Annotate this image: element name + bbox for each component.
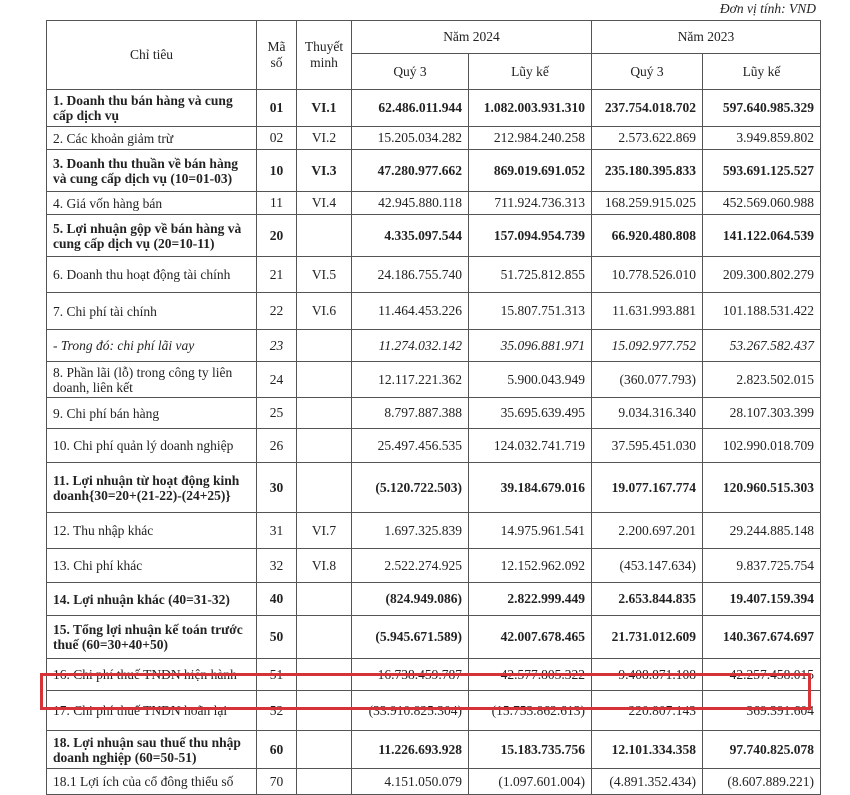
row-ytd-2023: 141.122.064.539 xyxy=(703,215,821,257)
row-q3-2024: 2.522.274.925 xyxy=(352,549,469,583)
row-label: 7. Chi phí tài chính xyxy=(47,293,257,330)
row-ytd-2023: 9.837.725.754 xyxy=(703,549,821,583)
row-note: VI.6 xyxy=(297,293,352,330)
row-label: 3. Doanh thu thuần về bán hàng và cung cấp dịch vụ (10=01-03) xyxy=(47,150,257,192)
row-q3-2024: 11.464.453.226 xyxy=(352,293,469,330)
table-row xyxy=(47,330,821,362)
header-indicator: Chỉ tiêu xyxy=(47,21,257,90)
row-label: 17. Chi phí thuế TNDN hoãn lại xyxy=(47,691,257,731)
row-q3-2024: 11.226.693.928 xyxy=(352,731,469,769)
row-note xyxy=(297,769,352,795)
row-ytd-2023: 452.569.060.988 xyxy=(703,192,821,215)
income-statement-table xyxy=(46,20,821,795)
row-code: 50 xyxy=(257,616,297,659)
row-ytd-2024: 42.577.805.322 xyxy=(469,659,592,691)
row-ytd-2023: 101.188.531.422 xyxy=(703,293,821,330)
row-ytd-2023: 29.244.885.148 xyxy=(703,513,821,549)
row-ytd-2023: 42.257.458.015 xyxy=(703,659,821,691)
row-ytd-2023: 140.367.674.697 xyxy=(703,616,821,659)
row-code: 70 xyxy=(257,769,297,795)
row-ytd-2023: 102.990.018.709 xyxy=(703,429,821,463)
row-label: 18.1 Lợi ích của cổ đông thiểu số xyxy=(47,769,257,795)
row-q3-2024: (824.949.086) xyxy=(352,583,469,616)
row-note xyxy=(297,616,352,659)
row-q3-2024: (5.945.671.589) xyxy=(352,616,469,659)
row-code: 40 xyxy=(257,583,297,616)
row-ytd-2024: 14.975.961.541 xyxy=(469,513,592,549)
row-q3-2023: 19.077.167.774 xyxy=(592,463,703,513)
row-ytd-2024: 2.822.999.449 xyxy=(469,583,592,616)
row-q3-2024: 24.186.755.740 xyxy=(352,257,469,293)
row-ytd-2024: 35.096.881.971 xyxy=(469,330,592,362)
row-code: 24 xyxy=(257,362,297,398)
row-code: 52 xyxy=(257,691,297,731)
row-q3-2023: 220.807.143 xyxy=(592,691,703,731)
row-ytd-2024: 15.807.751.313 xyxy=(469,293,592,330)
table-row xyxy=(47,513,821,549)
row-code: 30 xyxy=(257,463,297,513)
row-label: 1. Doanh thu bán hàng và cung cấp dịch vụ xyxy=(47,90,257,127)
row-ytd-2023: 120.960.515.303 xyxy=(703,463,821,513)
row-ytd-2024: 1.082.003.931.310 xyxy=(469,90,592,127)
row-ytd-2023: 209.300.802.279 xyxy=(703,257,821,293)
row-q3-2023: 21.731.012.609 xyxy=(592,616,703,659)
row-label: 10. Chi phí quản lý doanh nghiệp xyxy=(47,429,257,463)
header-code: Mã số xyxy=(257,21,297,90)
row-q3-2023: (360.077.793) xyxy=(592,362,703,398)
row-ytd-2023: 19.407.159.394 xyxy=(703,583,821,616)
header-q3-2024: Quý 3 xyxy=(352,54,469,90)
row-label: 6. Doanh thu hoạt động tài chính xyxy=(47,257,257,293)
row-note xyxy=(297,691,352,731)
row-note: VI.3 xyxy=(297,150,352,192)
row-q3-2024: 8.797.887.388 xyxy=(352,398,469,429)
row-code: 22 xyxy=(257,293,297,330)
row-ytd-2024: 124.032.741.719 xyxy=(469,429,592,463)
row-ytd-2023: 2.823.502.015 xyxy=(703,362,821,398)
row-q3-2024: 15.205.034.282 xyxy=(352,127,469,150)
row-label: 14. Lợi nhuận khác (40=31-32) xyxy=(47,583,257,616)
row-label: 8. Phần lãi (lỗ) trong công ty liên doanh, liên kết xyxy=(47,362,257,398)
row-q3-2023: (453.147.634) xyxy=(592,549,703,583)
header-year-2023: Năm 2023 xyxy=(592,21,821,54)
table-row xyxy=(47,731,821,769)
table-row xyxy=(47,769,821,795)
row-q3-2023: 15.092.977.752 xyxy=(592,330,703,362)
row-code: 02 xyxy=(257,127,297,150)
table-row xyxy=(47,616,821,659)
row-ytd-2023: 53.267.582.437 xyxy=(703,330,821,362)
row-ytd-2023: 593.691.125.527 xyxy=(703,150,821,192)
row-note xyxy=(297,429,352,463)
row-q3-2023: 2.200.697.201 xyxy=(592,513,703,549)
row-label: 5. Lợi nhuận gộp về bán hàng và cung cấp dịch vụ (20=10-11) xyxy=(47,215,257,257)
row-q3-2023: 2.573.622.869 xyxy=(592,127,703,150)
row-q3-2023: 9.034.316.340 xyxy=(592,398,703,429)
row-note: VI.7 xyxy=(297,513,352,549)
row-q3-2023: 10.778.526.010 xyxy=(592,257,703,293)
row-q3-2024: (33.910.825.304) xyxy=(352,691,469,731)
row-ytd-2024: 212.984.240.258 xyxy=(469,127,592,150)
row-ytd-2023: 97.740.825.078 xyxy=(703,731,821,769)
row-code: 10 xyxy=(257,150,297,192)
row-ytd-2024: (1.097.601.004) xyxy=(469,769,592,795)
row-q3-2023: 12.101.334.358 xyxy=(592,731,703,769)
table-row xyxy=(47,549,821,583)
table-row xyxy=(47,127,821,150)
table-row xyxy=(47,429,821,463)
table-row xyxy=(47,583,821,616)
table-row xyxy=(47,192,821,215)
row-ytd-2024: 42.007.678.465 xyxy=(469,616,592,659)
row-code: 31 xyxy=(257,513,297,549)
row-label: 16. Chi phí thuế TNDN hiện hành xyxy=(47,659,257,691)
row-ytd-2024: 157.094.954.739 xyxy=(469,215,592,257)
row-q3-2023: 168.259.915.025 xyxy=(592,192,703,215)
table-row xyxy=(47,463,821,513)
row-note xyxy=(297,463,352,513)
header-year-2024: Năm 2024 xyxy=(352,21,592,54)
row-code: 51 xyxy=(257,659,297,691)
row-q3-2024: 25.497.456.535 xyxy=(352,429,469,463)
row-ytd-2024: 15.183.735.756 xyxy=(469,731,592,769)
table-row xyxy=(47,362,821,398)
row-code: 20 xyxy=(257,215,297,257)
row-q3-2023: 2.653.844.835 xyxy=(592,583,703,616)
row-q3-2024: 1.697.325.839 xyxy=(352,513,469,549)
row-ytd-2024: 39.184.679.016 xyxy=(469,463,592,513)
row-note xyxy=(297,731,352,769)
row-code: 21 xyxy=(257,257,297,293)
row-ytd-2023: 3.949.859.802 xyxy=(703,127,821,150)
row-note: VI.5 xyxy=(297,257,352,293)
row-label: 11. Lợi nhuận từ hoạt động kinh doanh{30=20+(21-22)-(24+25)} xyxy=(47,463,257,513)
row-ytd-2024: 711.924.736.313 xyxy=(469,192,592,215)
table-row xyxy=(47,215,821,257)
row-q3-2023: 9.408.871.108 xyxy=(592,659,703,691)
row-q3-2023: 37.595.451.030 xyxy=(592,429,703,463)
row-q3-2023: 66.920.480.808 xyxy=(592,215,703,257)
row-ytd-2024: (15.753.862.613) xyxy=(469,691,592,731)
row-label: 2. Các khoản giảm trừ xyxy=(47,127,257,150)
table-row xyxy=(47,398,821,429)
row-q3-2024: 4.335.097.544 xyxy=(352,215,469,257)
row-label: 9. Chi phí bán hàng xyxy=(47,398,257,429)
row-q3-2024: (5.120.722.503) xyxy=(352,463,469,513)
row-q3-2023: (4.891.352.434) xyxy=(592,769,703,795)
row-ytd-2024: 12.152.962.092 xyxy=(469,549,592,583)
row-q3-2024: 42.945.880.118 xyxy=(352,192,469,215)
row-q3-2023: 237.754.018.702 xyxy=(592,90,703,127)
row-code: 11 xyxy=(257,192,297,215)
table-row xyxy=(47,257,821,293)
row-label: 4. Giá vốn hàng bán xyxy=(47,192,257,215)
row-note: VI.1 xyxy=(297,90,352,127)
header-ytd-2023: Lũy kế xyxy=(703,54,821,90)
row-q3-2024: 62.486.011.944 xyxy=(352,90,469,127)
unit-label: Đơn vị tính: VND xyxy=(719,1,816,16)
row-ytd-2024: 5.900.043.949 xyxy=(469,362,592,398)
table-row xyxy=(47,150,821,192)
row-ytd-2024: 869.019.691.052 xyxy=(469,150,592,192)
table-row xyxy=(47,90,821,127)
row-ytd-2024: 51.725.812.855 xyxy=(469,257,592,293)
row-note: VI.4 xyxy=(297,192,352,215)
row-note xyxy=(297,398,352,429)
row-note xyxy=(297,362,352,398)
row-note xyxy=(297,330,352,362)
row-ytd-2023: 28.107.303.399 xyxy=(703,398,821,429)
row-label: - Trong đó: chi phí lãi vay xyxy=(47,330,257,362)
row-q3-2024: 16.738.459.787 xyxy=(352,659,469,691)
header-note: Thuyết minh xyxy=(297,21,352,90)
row-code: 23 xyxy=(257,330,297,362)
row-note xyxy=(297,583,352,616)
row-code: 60 xyxy=(257,731,297,769)
row-q3-2024: 47.280.977.662 xyxy=(352,150,469,192)
row-ytd-2023: 597.640.985.329 xyxy=(703,90,821,127)
row-ytd-2023: 369.391.604 xyxy=(703,691,821,731)
header-ytd-2024: Lũy kế xyxy=(469,54,592,90)
row-label: 18. Lợi nhuận sau thuế thu nhập doanh nghiệp (60=50-51) xyxy=(47,731,257,769)
table-row xyxy=(47,293,821,330)
row-label: 15. Tổng lợi nhuận kế toán trước thuế (60=30+40+50) xyxy=(47,616,257,659)
row-label: 13. Chi phí khác xyxy=(47,549,257,583)
row-code: 32 xyxy=(257,549,297,583)
row-ytd-2024: 35.695.639.495 xyxy=(469,398,592,429)
row-q3-2024: 11.274.032.142 xyxy=(352,330,469,362)
row-code: 25 xyxy=(257,398,297,429)
row-note: VI.2 xyxy=(297,127,352,150)
row-ytd-2023: (8.607.889.221) xyxy=(703,769,821,795)
row-note xyxy=(297,659,352,691)
row-q3-2024: 12.117.221.362 xyxy=(352,362,469,398)
header-q3-2023: Quý 3 xyxy=(592,54,703,90)
row-code: 01 xyxy=(257,90,297,127)
row-note: VI.8 xyxy=(297,549,352,583)
row-note xyxy=(297,215,352,257)
row-q3-2024: 4.151.050.079 xyxy=(352,769,469,795)
table-row xyxy=(47,659,821,691)
row-label: 12. Thu nhập khác xyxy=(47,513,257,549)
row-code: 26 xyxy=(257,429,297,463)
row-q3-2023: 235.180.395.833 xyxy=(592,150,703,192)
row-q3-2023: 11.631.993.881 xyxy=(592,293,703,330)
table-row xyxy=(47,691,821,731)
